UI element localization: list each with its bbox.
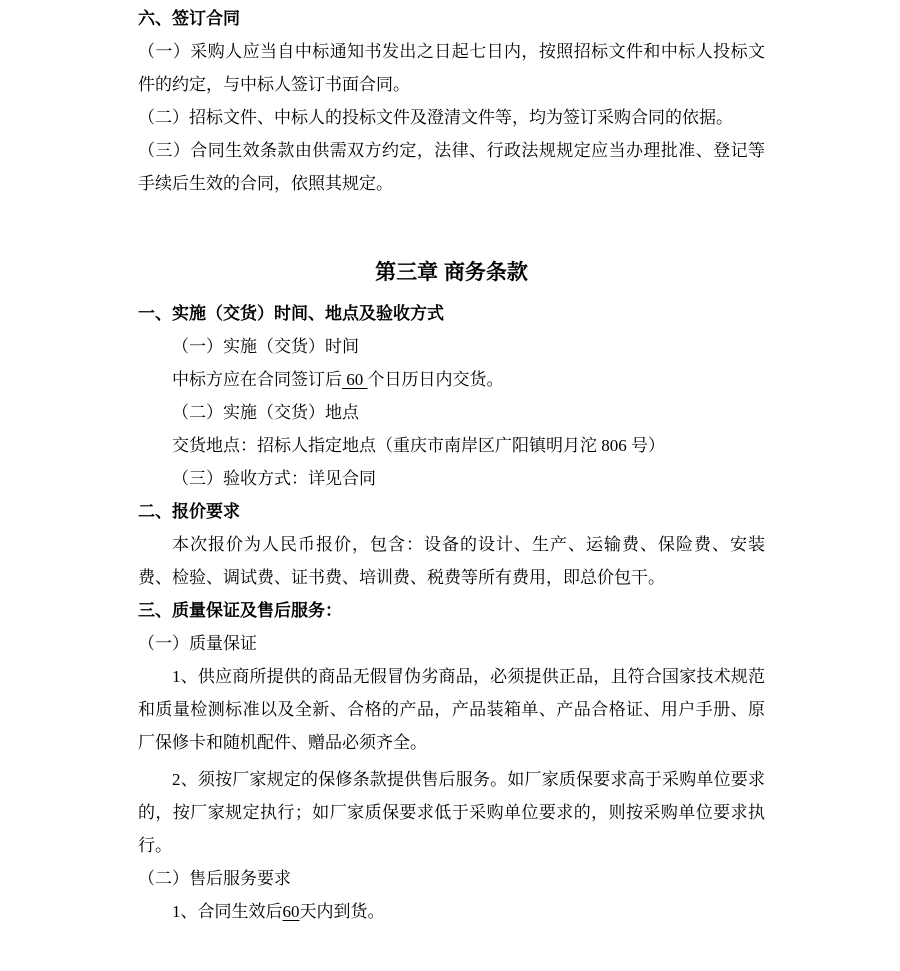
section-three-para-1: 1、供应商所提供的商品无假冒伪劣商品，必须提供正品，且符合国家技术规范和质量检测标准以及全新、合格的产品，产品装箱单、产品合格证、用户手册、原厂保修卡和随机配件、赠品必须齐全。 — [138, 667, 765, 752]
section-one-sub-3: （三）验收方式：详见合同 — [172, 469, 376, 488]
arrival-pre: 1、合同生效后 — [172, 902, 283, 921]
arrival-line — [138, 895, 765, 928]
section-six-para-3: （三）合同生效条款由供需双方约定，法律、行政法规规定应当办理批准、登记等手续后生效的合同，依照其规定。 — [138, 141, 765, 193]
section-six-para-2: （二）招标文件、中标人的投标文件及澄清文件等，均为签订采购合同的依据。 — [138, 108, 733, 127]
delivery-time-post: 个日历日内交货。 — [367, 370, 504, 389]
section-one-sub-2: （二）实施（交货）地点 — [172, 403, 359, 422]
section-three-heading: 三、质量保证及售后服务： — [138, 601, 342, 620]
section-one-heading: 一、实施（交货）时间、地点及验收方式 — [138, 304, 444, 323]
section-six-para-1: （一）采购人应当自中标通知书发出之日起七日内，按照招标文件和中标人投标文件的约定，与中标人签订书面合同。 — [138, 42, 765, 94]
section-two-body: 本次报价为人民币报价，包含：设备的设计、生产、运输费、保险费、安装费、检验、调试费、证书费、培训费、税费等所有费用，即总价包干。 — [138, 535, 765, 587]
section-one-sub-1: （一）实施（交货）时间 — [172, 337, 359, 356]
delivery-time-line — [138, 363, 765, 396]
section-three-sub-2: （二）售后服务要求 — [138, 869, 291, 888]
arrival-post: 天内到货。 — [299, 902, 385, 921]
section-two-heading: 二、报价要求 — [138, 502, 240, 521]
section-three-para-2: 2、须按厂家规定的保修条款提供售后服务。如厂家质保要求高于采购单位要求的，按厂家规定执行；如厂家质保要求低于采购单位要求的，则按采购单位要求执行。 — [138, 770, 765, 855]
delivery-place-line: 交货地点：招标人指定地点（重庆市南岸区广阳镇明月沱 806 号） — [172, 436, 665, 455]
section-six-heading: 六、签订合同 — [138, 9, 240, 28]
section-three-sub-1: （一）质量保证 — [138, 634, 257, 653]
delivery-days-value: 60 — [342, 370, 368, 389]
delivery-time-pre: 中标方应在合同签订后 — [172, 370, 342, 389]
chapter-title: 第三章 商务条款 — [375, 261, 528, 284]
arrival-days-value: 60 — [282, 902, 300, 921]
